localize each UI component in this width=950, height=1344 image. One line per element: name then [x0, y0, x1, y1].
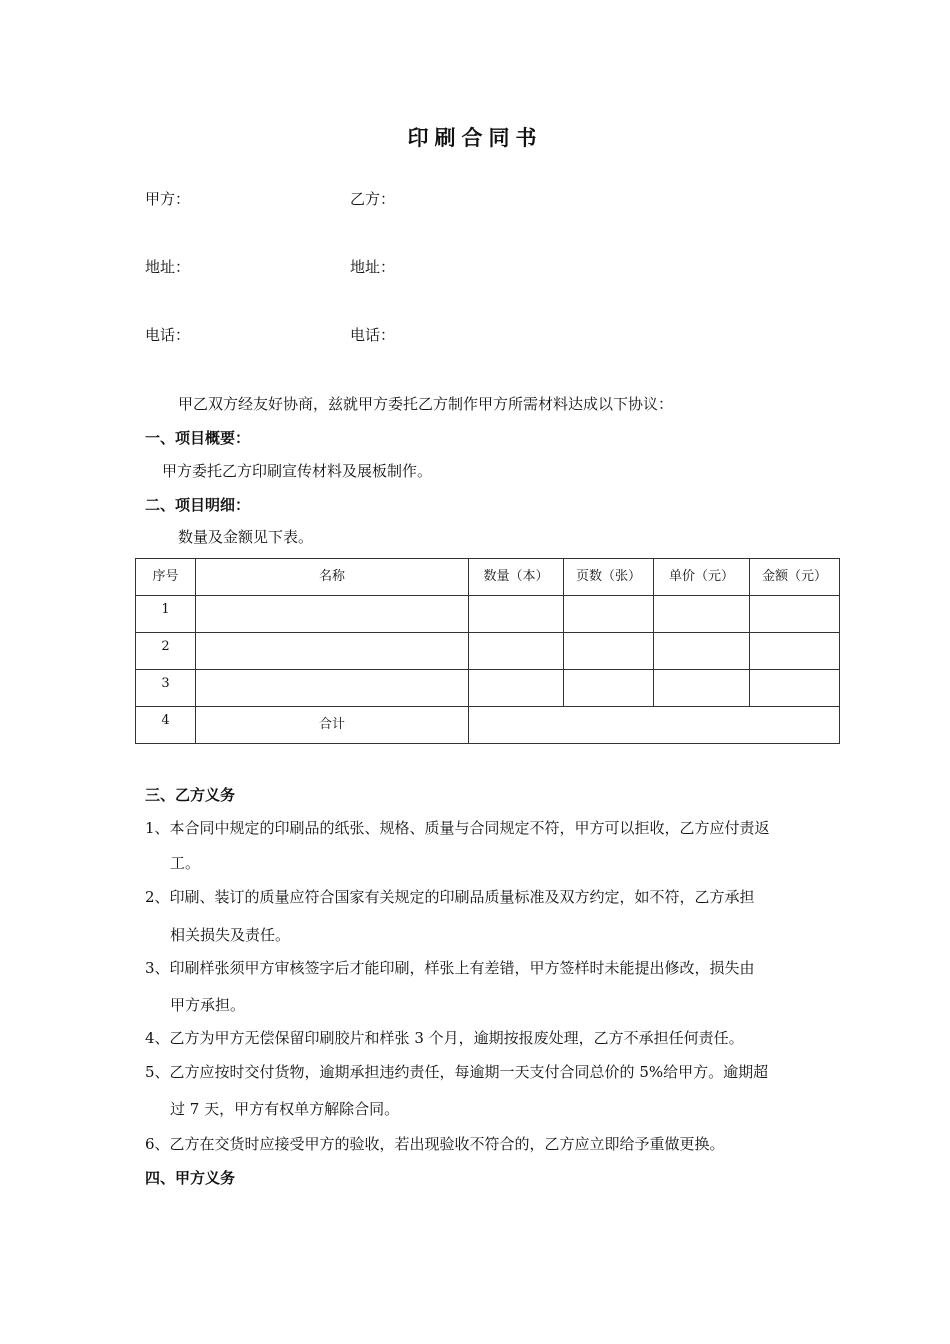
section1-body: 甲方委托乙方印刷宣传材料及展板制作。 [162, 462, 433, 480]
row-unit-price [654, 633, 750, 670]
row-amount [750, 596, 840, 633]
table-row [136, 633, 840, 670]
document-title: 印刷合同书 [407, 126, 543, 150]
items-table [135, 558, 840, 744]
party-b-label: 乙方： [350, 190, 396, 208]
header-unit-price: 单价（元） [654, 559, 750, 596]
party-a-label: 甲方： [145, 190, 191, 208]
obligation-2-cont: 相关损失及责任。 [170, 926, 291, 944]
header-pages: 页数（张） [564, 559, 654, 596]
section3-heading: 三、乙方义务 [145, 786, 236, 804]
obligation-4: 4、乙方为甲方无偿保留印刷胶片和样张 3 个月，逾期按报废处理，乙方不承担任何责任。 [145, 1029, 744, 1047]
row-quantity [469, 670, 564, 707]
obligation-1: 1、本合同中规定的印刷品的纸张、规格、质量与合同规定不符，甲方可以拒收，乙方应付责返 [145, 819, 770, 837]
table-row [136, 596, 840, 633]
header-no: 序号 [136, 559, 196, 596]
row-pages [564, 670, 654, 707]
obligation-5-cont: 过 7 天，甲方有权单方解除合同。 [170, 1100, 400, 1118]
row-name [196, 670, 469, 707]
table-row [136, 670, 840, 707]
row-quantity [469, 596, 564, 633]
table-total-row [136, 707, 840, 744]
intro-paragraph: 甲乙双方经友好协商，兹就甲方委托乙方制作甲方所需材料达成以下协议： [178, 395, 674, 413]
row-name: 合计 [196, 707, 469, 744]
row-no: 3 [136, 670, 196, 707]
obligation-1-cont: 工。 [170, 854, 201, 872]
table-header-row [136, 559, 840, 596]
phone-b-label: 电话： [350, 326, 396, 344]
row-unit-price [654, 596, 750, 633]
section4-heading: 四、甲方义务 [145, 1169, 236, 1187]
obligation-2: 2、印刷、装订的质量应符合国家有关规定的印刷品质量标准及双方约定，如不符，乙方承担 [145, 888, 755, 906]
row-pages [564, 596, 654, 633]
row-amount [750, 670, 840, 707]
row-name [196, 596, 469, 633]
address-b-label: 地址： [350, 258, 396, 276]
row-no: 2 [136, 633, 196, 670]
obligation-6: 6、乙方在交货时应接受甲方的验收，若出现验收不符合的，乙方应立即给予重做更换。 [145, 1135, 725, 1153]
section2-heading: 二、项目明细： [145, 496, 251, 514]
row-pages [564, 633, 654, 670]
total-value [469, 707, 840, 744]
obligation-5: 5、乙方应按时交付货物，逾期承担违约责任，每逾期一天支付合同总价的 5%给甲方。逾期超 [145, 1063, 769, 1081]
section2-body: 数量及金额见下表。 [178, 528, 314, 546]
row-no: 4 [136, 707, 196, 744]
header-quantity: 数量（本） [469, 559, 564, 596]
obligation-3-cont: 甲方承担。 [170, 996, 246, 1014]
row-quantity [469, 633, 564, 670]
row-amount [750, 633, 840, 670]
row-name [196, 633, 469, 670]
row-unit-price [654, 670, 750, 707]
row-no: 1 [136, 596, 196, 633]
header-name: 名称 [196, 559, 469, 596]
address-a-label: 地址： [145, 258, 191, 276]
phone-a-label: 电话： [145, 326, 191, 344]
obligation-3: 3、印刷样张须甲方审核签字后才能印刷，样张上有差错，甲方签样时未能提出修改，损失由 [145, 959, 755, 977]
section1-heading: 一、项目概要： [145, 429, 251, 447]
header-amount: 金额（元） [750, 559, 840, 596]
